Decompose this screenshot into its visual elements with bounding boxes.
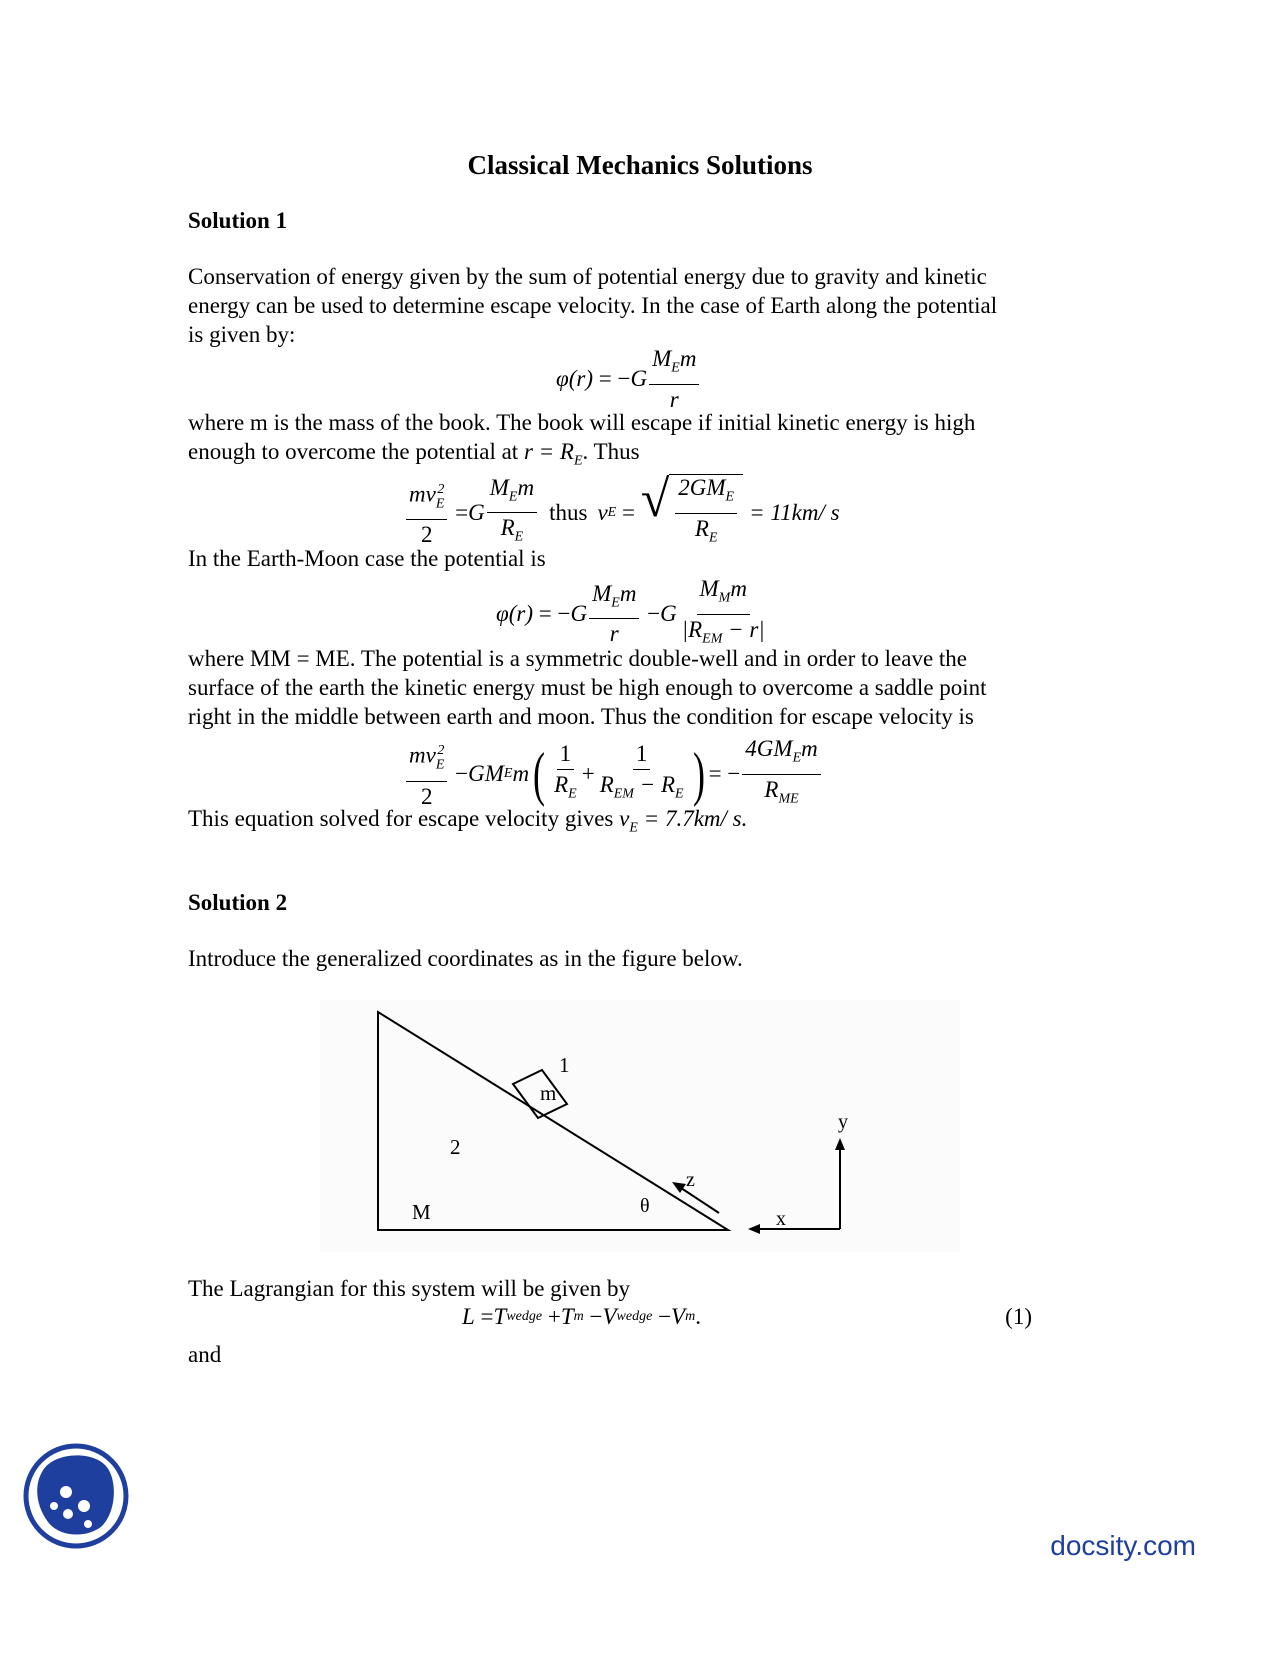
x-axis-label: x bbox=[776, 1208, 786, 1230]
solution-1-paragraph-3: In the Earth-Moon case the potential is bbox=[188, 546, 546, 571]
solution-1-heading: Solution 1 bbox=[188, 208, 288, 233]
and-word: and bbox=[188, 1342, 222, 1367]
text-line: where m is the mass of the book. The book will escape if initial kinetic energy is high bbox=[188, 410, 976, 435]
solution-1-paragraph-5: This equation solved for escape velocity gives $v_E = 7.7km/$ s. bbox=[188, 806, 748, 836]
text-line: energy can be used to determine escape velocity. In the case of Earth along the potential bbox=[188, 293, 998, 318]
page-title: Classical Mechanics Solutions bbox=[467, 150, 813, 180]
text-segment: This equation solved for escape velocity gives bbox=[188, 806, 614, 831]
lagrangian-intro: The Lagrangian for this system will be given by bbox=[188, 1276, 631, 1301]
docsity-logo-icon bbox=[22, 1442, 130, 1550]
escape-velocity-earth-moon: = 7.7km/ s. bbox=[643, 806, 748, 831]
text-line: is given by: bbox=[188, 322, 296, 347]
solution-1-paragraph-4 bbox=[188, 644, 1088, 731]
escape-velocity-earth: = 11km/ s bbox=[749, 499, 840, 525]
wedge-number-label: 2 bbox=[450, 1135, 461, 1159]
text-segment: . Thus bbox=[582, 439, 640, 464]
equation-escape-condition: $\frac{mv_E^2}{2}$ − GM E m ( $\frac{1}{R_E}$ + $\frac{1}{R_{EM} - R_E}$ ) = − $\frac{4GM_Em}{R_{ME}}$ bbox=[404, 736, 823, 812]
wedge-mass-label: M bbox=[412, 1200, 431, 1224]
wedge-block-figure bbox=[320, 1000, 960, 1252]
text-line: Conservation of energy given by the sum of potential energy due to gravity and kinetic bbox=[188, 264, 987, 289]
equation-earth-potential: φ(r) = − G $\frac{M_Em}{r}$ bbox=[556, 346, 701, 413]
text-line: right in the middle between earth and moon. Thus the condition for escape velocity is bbox=[188, 704, 974, 729]
z-axis-label: z bbox=[686, 1169, 695, 1191]
block-mass-label: m bbox=[540, 1081, 557, 1105]
thus-word: thus bbox=[549, 499, 588, 525]
text-line: where MM = ME. The potential is a symmetric double-well and in order to leave the bbox=[188, 646, 968, 671]
text-segment: enough to overcome the potential at bbox=[188, 439, 519, 464]
docsity-brand-text[interactable]: docsity.com bbox=[1050, 1530, 1196, 1561]
solution-1-paragraph-2 bbox=[188, 408, 1088, 476]
block-number-label: 1 bbox=[559, 1053, 570, 1077]
text-line: surface of the earth the kinetic energy must be high enough to overcome a saddle point bbox=[188, 675, 987, 700]
equation-lagrangian: L = T wedge + T m − V wedge − V m . bbox=[462, 1304, 701, 1329]
solution-2-intro: Introduce the generalized coordinates as in the figure below. bbox=[188, 946, 743, 971]
solution-1-paragraph-1 bbox=[188, 262, 1088, 349]
equation-earth-moon-potential: φ(r) = − G $\frac{M_Em}{r}$ − G $\frac{M_Mm}{|R_{EM} - r|}$ bbox=[496, 576, 765, 647]
solution-2-heading: Solution 2 bbox=[188, 890, 288, 915]
equation-number: (1) bbox=[1005, 1304, 1032, 1329]
text-line: enough to overcome the potential at $r = R_E$. Thus bbox=[188, 439, 640, 469]
y-axis-label: y bbox=[838, 1111, 848, 1133]
equation-earth-escape-velocity: $\frac{mv_E^2}{2}$ = G $\frac{M_Em}{R_E}$ thus v E = √ $\frac{2GM_E}{R_E}$ = 11km/ s bbox=[404, 474, 840, 551]
angle-label: θ bbox=[640, 1195, 650, 1217]
